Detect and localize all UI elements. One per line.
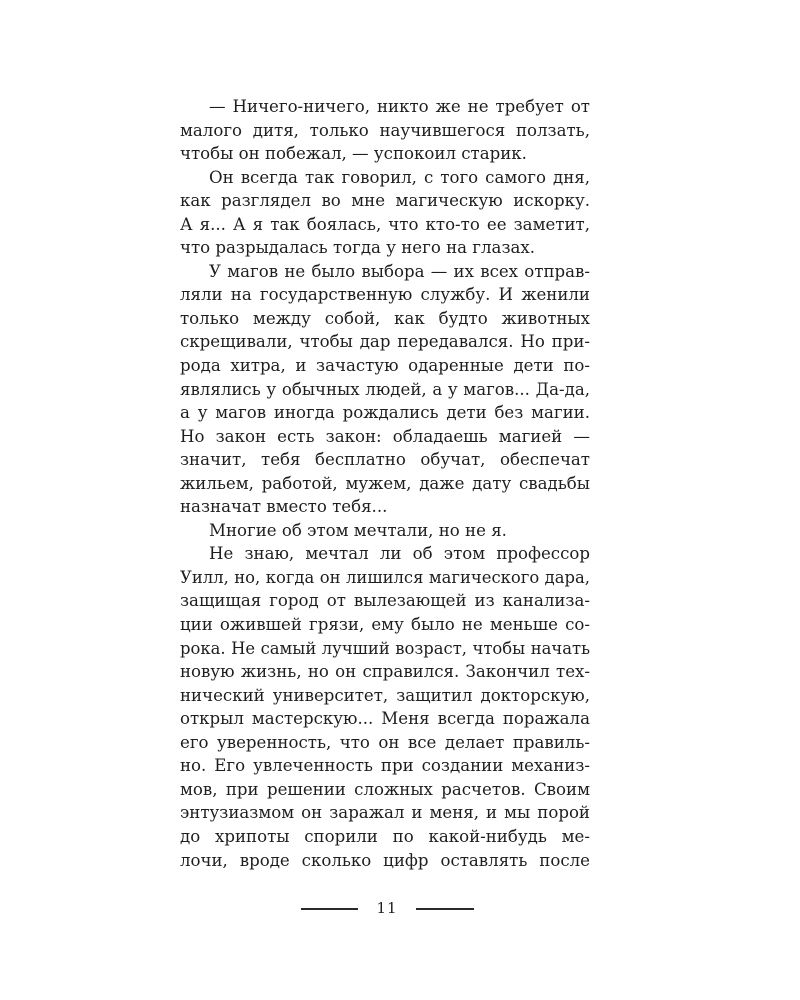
text-line: новую жизнь, но он справился. Закончил тех- — [180, 662, 590, 682]
folio-rule-right — [416, 908, 474, 910]
text-line: но. Его увлеченность при создании механиз- — [180, 756, 590, 776]
text-line: малого дитя, только научившегося ползать, — [180, 120, 590, 140]
text-line: Многие об этом мечтали, но не я. — [209, 520, 507, 540]
text-line: что разрыдалась тогда у него на глазах. — [180, 238, 536, 258]
text-line: открыл мастерскую... Меня всегда поражала — [180, 709, 590, 729]
page-number: 11 — [376, 899, 398, 917]
text-line: нический университет, защитил докторскую, — [180, 685, 590, 705]
text-line: назначат вместо тебя... — [180, 497, 388, 517]
text-line: ции ожившей грязи, ему было не меньше со- — [180, 615, 590, 635]
text-line: скрещивали, чтобы дар передавался. Но при- — [180, 332, 590, 352]
text-line: энтузиазмом он заражал и меня, и мы порой — [180, 803, 590, 823]
text-line: защищая город от вылезающей из канализа- — [180, 591, 590, 611]
text-line: только между собой, как будто животных — [180, 308, 590, 328]
text-line: У магов не было выбора — их всех отправ- — [209, 261, 590, 281]
text-line: А я... А я так боялась, что кто-то ее заметит, — [180, 214, 590, 234]
text-line: как разглядел во мне магическую искорку. — [180, 191, 590, 211]
text-line: являлись у обычных людей, а у магов... Да-да, — [180, 379, 590, 399]
text-line: значит, тебя бесплатно обучат, обеспечат — [180, 450, 590, 470]
body-text — [180, 95, 590, 872]
text-line: жильем, работой, мужем, даже дату свадьбы — [180, 473, 590, 493]
text-line: лочи, вроде сколько цифр оставлять после — [180, 850, 590, 870]
text-line: ляли на государственную службу. И женили — [180, 285, 590, 305]
text-line: Уилл, но, когда он лишился магического дара, — [180, 567, 590, 587]
text-line: Он всегда так говорил, с того самого дня, — [209, 167, 590, 187]
text-line: мов, при решении сложных расчетов. Своим — [180, 779, 590, 799]
text-line: — Ничего-ничего, никто же не требует от — [209, 97, 590, 116]
text-line: рока. Не самый лучший возраст, чтобы начать — [180, 638, 590, 658]
page-footer — [0, 896, 800, 920]
text-line: Не знаю, мечтал ли об этом профессор — [209, 544, 590, 564]
text-line: его уверенность, что он все делает правиль- — [180, 732, 590, 752]
text-line: чтобы он побежал, — успокоил старик. — [180, 144, 527, 164]
folio-rule-left — [301, 908, 358, 910]
text-line: до хрипоты спорили по какой-нибудь ме- — [180, 826, 590, 846]
text-line: а у магов иногда рождались дети без магии. — [180, 403, 590, 423]
text-line: рода хитра, и зачастую одаренные дети по- — [180, 356, 590, 376]
text-line: Но закон есть закон: обладаешь магией — — [180, 426, 590, 446]
